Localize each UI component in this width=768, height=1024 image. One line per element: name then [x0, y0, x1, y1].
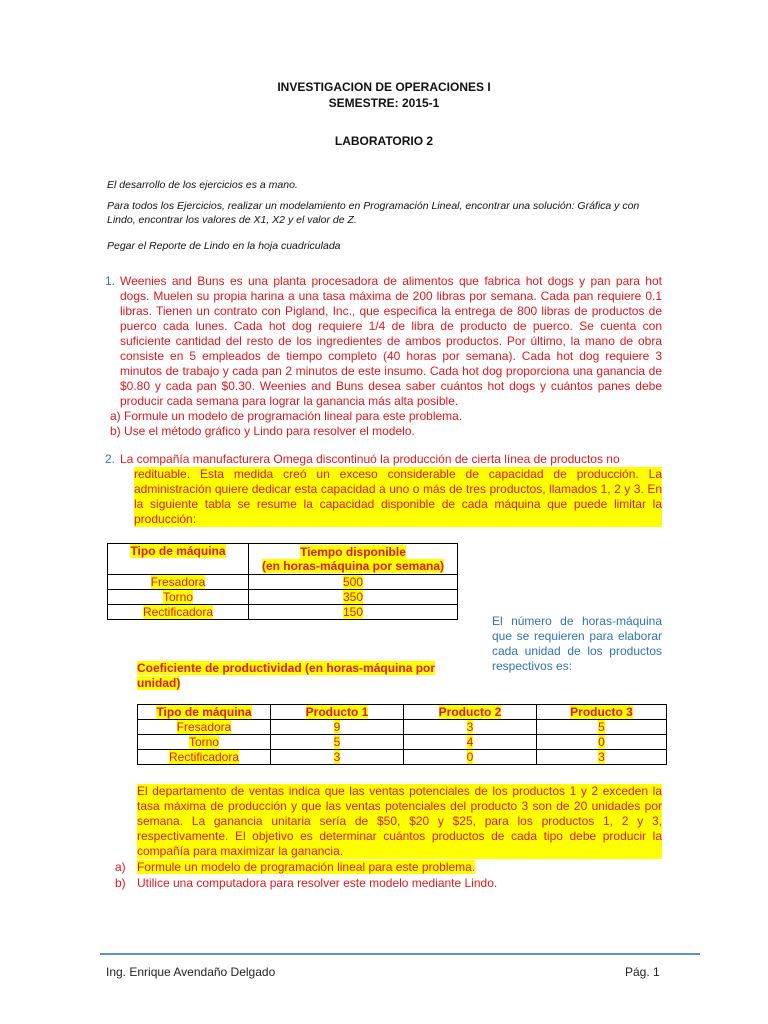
q2-number: 2.	[105, 452, 116, 466]
course-title: INVESTIGACION DE OPERACIONES I	[277, 80, 491, 94]
footer-divider	[100, 953, 700, 955]
footer-page: Pág. 1	[625, 965, 660, 979]
coefficient-title: Coeficiente de productividad (en horas-máquina por unidad)	[137, 661, 436, 690]
q2-part-b-label: b)	[115, 876, 126, 890]
productivity-row: Fresadora 9 3 5	[138, 720, 667, 735]
instruction-2: Para todos los Ejercicios, realizar un modelamiento en Programación Lineal, encontrar una solución: Gráfica y con Lindo, encontrar los valores de X1, X2 y el valor de Z.	[107, 200, 640, 226]
side-note: El número de horas-máquina que se requieren para elaborar cada unidad de los productos respectivos es:	[492, 614, 662, 673]
q2-intro: redituable. Esta medida creó un exceso considerable de capacidad de producción. La administración quiere dedicar esta capacidad a uno o más de tres productos, llamados 1, 2 y 3. En la siguiente tabla se resume la capacidad disponible de cada máquina que puede limitar la producción:	[134, 467, 662, 526]
q1-text: Weenies and Buns es una planta procesadora de alimentos que fabrica hot dogs y pan para hot dogs. Muelen su propia harina a una tasa máxima de 200 libras por semana. Cada pan requiere 0.1 libras. Tienen un contrato con Pigland, Inc., que especifica la entrega de 800 libras de productos de puerco cada lunes. Cada hot dog requiere 1/4 de libra de producto de puerco. Se cuenta con suficiente cantidad del resto de los ingredientes de ambos productos. Por último, la mano de obra consiste en 5 empleados de tiempo completo (40 horas por semana). Cada hot dog requiere 3 minutos de trabajo y cada pan 2 minutos de este insumo. Cada hot dog proporciona una ganancia de $0.80 y cada pan $0.30. Weenies and Buns desea saber cuántos hot dogs y cuántos panes debe producir cada semana para lograr la ganancia más alta posible.	[120, 274, 662, 408]
q2-part-b: Utilice una computadora para resolver este modelo mediante Lindo.	[137, 876, 498, 890]
capacity-header-machine: Tipo de máquina	[108, 544, 249, 575]
productivity-table	[137, 704, 667, 765]
capacity-table	[107, 543, 458, 620]
capacity-header-time: Tiempo disponible (en horas-máquina por semana)	[249, 544, 458, 575]
capacity-row: Torno 350	[108, 590, 458, 605]
footer-author: Ing. Enrique Avendaño Delgado	[106, 965, 276, 979]
lab-title: LABORATORIO 2	[334, 134, 434, 148]
q2-part-a-label: a)	[115, 860, 126, 874]
q2-first-line: La compañía manufacturera Omega discontinuó la producción de cierta línea de productos no	[120, 452, 620, 466]
q2-part-a: Formule un modelo de programación lineal para este problema.	[137, 860, 476, 874]
productivity-row: Torno 5 4 0	[138, 735, 667, 750]
q1-part-a: a) Formule un modelo de programación lineal para este problema.	[110, 409, 463, 423]
capacity-row: Rectificadora 150	[108, 605, 458, 620]
q2-sales-paragraph: El departamento de ventas indica que las ventas potenciales de los productos 1 y 2 exceden la tasa máxima de producción y que las ventas potenciales del producto 3 son de 20 unidades por semana. La ganancia unitaria sería de $50, $20 y $25, para los productos 1, 2 y 3, respectivamente. El objetivo es determinar cuántos productos de cada tipo debe producir la compañía para maximizar la ganancia.	[137, 784, 662, 858]
productivity-row: Rectificadora 3 0 3	[138, 750, 667, 765]
instruction-1: El desarrollo de los ejercicios es a mano.	[107, 179, 298, 191]
instruction-3: Pegar el Reporte de Lindo en la hoja cuadriculada	[107, 240, 341, 252]
q1-part-b: b) Use el método gráfico y Lindo para resolver el modelo.	[110, 424, 415, 438]
productivity-header-row: Tipo de máquina Producto 1 Producto 2 Producto 3	[138, 705, 667, 720]
q1-number: 1.	[105, 274, 116, 288]
capacity-row: Fresadora 500	[108, 575, 458, 590]
semester: SEMESTRE: 2015-1	[328, 96, 440, 110]
